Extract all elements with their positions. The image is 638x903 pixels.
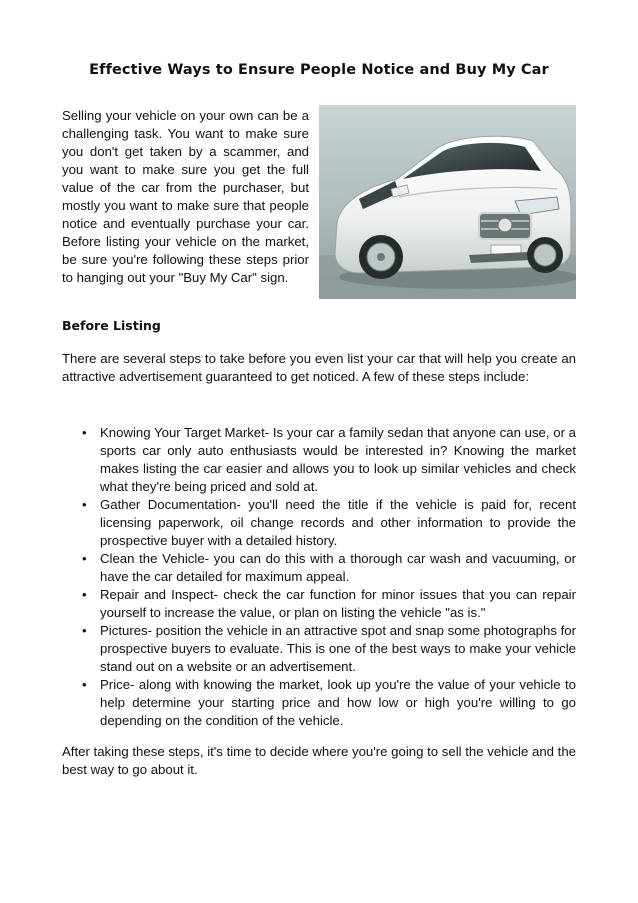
bullet-icon: •	[82, 551, 87, 566]
bullet-icon: •	[82, 587, 87, 602]
bullet-icon: •	[82, 497, 87, 512]
document-title: Effective Ways to Ensure People Notice and Buy My Car	[89, 62, 549, 78]
list-item	[62, 676, 576, 730]
list-item-text: Pictures- position the vehicle in an attractive spot and snap some photographs for prospective buyers to evaluate. This is one of the best ways to make your vehicle stand out on a website or an advertisement.	[100, 623, 576, 674]
list-item-text: Gather Documentation- you'll need the title if the vehicle is paid for, recent licensing paperwork, oil change records and other information to provide the prospective buyer with a detailed history.	[100, 497, 576, 548]
list-item	[62, 586, 576, 622]
car-photo	[319, 105, 576, 299]
bullet-icon: •	[82, 623, 87, 638]
list-item	[62, 424, 576, 496]
white-sedan-photo-icon	[319, 105, 576, 299]
intro-steps-paragraph: There are several steps to take before you even list your car that will help you create an attractive advertisement guaranteed to get noticed. A few of these steps include:	[62, 351, 576, 384]
bullet-icon: •	[82, 425, 87, 440]
closing-paragraph: After taking these steps, it's time to decide where you're going to sell the vehicle and the best way to go about it.	[62, 744, 576, 777]
bullet-icon: •	[82, 677, 87, 692]
list-item	[62, 550, 576, 586]
list-item-text: Knowing Your Target Market- Is your car a family sedan that anyone can use, or a sports car only auto enthusiasts would be interested in? Knowing the market makes listing the car easier and allows you to look up similar vehicles and check what they're being priced and sold at.	[100, 425, 576, 494]
section-heading-before-listing: Before Listing	[62, 318, 161, 333]
steps-list	[62, 424, 576, 730]
list-item-text: Clean the Vehicle- you can do this with a thorough car wash and vacuuming, or have the car detailed for maximum appeal.	[100, 551, 576, 584]
list-item-text: Repair and Inspect- check the car function for minor issues that you can repair yourself to increase the value, or plan on listing the vehicle "as is."	[100, 587, 576, 620]
list-item-text: Price- along with knowing the market, look up you're the value of your vehicle to help determine your starting price and how low or high you're willing to go depending on the condition of the vehicle.	[100, 677, 576, 728]
intro-paragraph: Selling your vehicle on your own can be a challenging task. You want to make sure you don't get taken by a scammer, and you want to make sure you get the full value of the car from the purchaser, but mostly you want to make sure that people notice and eventually purchase your car. Before listing your vehicle on the market, be sure you're following these steps prior to hanging out your "Buy My Car" sign.	[62, 108, 309, 285]
list-item	[62, 496, 576, 550]
list-item	[62, 622, 576, 676]
